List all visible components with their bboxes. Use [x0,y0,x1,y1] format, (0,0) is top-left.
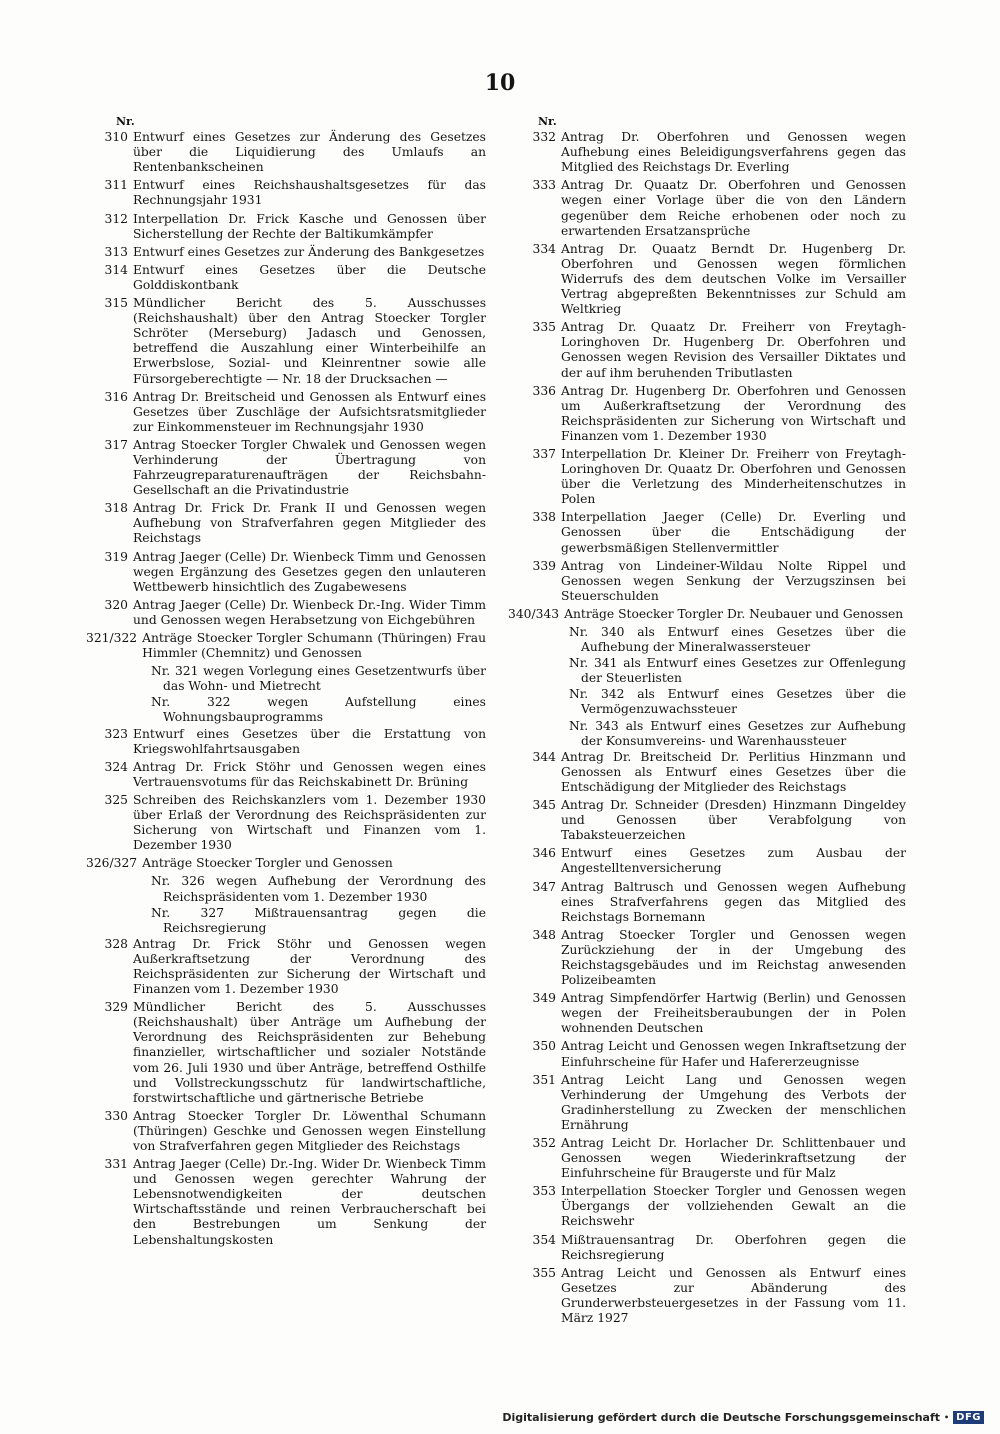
entry-number: 339 [532,558,556,573]
sub-item: Nr. 321 wegen Vorlegung eines Gesetzentwurfs über das Wohn- und Mietrecht [151,664,486,694]
list-item [508,242,906,317]
list-item [508,991,906,1036]
entry-number: 320 [104,597,128,612]
list-item [508,559,906,604]
right-sublist [508,625,906,749]
entry-text: Antrag Jaeger (Celle) Dr. Wienbeck Timm und Genossen wegen Ergänzung des Gesetzes gegen den unlauteren Wettbewerb hinsichtlich des Zugabewesens [133,549,486,594]
list-item [508,510,906,555]
entry-number: 329 [104,1000,128,1015]
entry-text: Entwurf eines Gesetzes zum Ausbau der Angestelltenversicherung [561,846,906,876]
list-item [508,178,906,238]
list-item [86,438,486,498]
right-column [508,114,906,1329]
entry-text: Interpellation Jaeger (Celle) Dr. Everling und Genossen über die Entschädigung der gewerbsmäßigen Stellenvermittler [561,510,906,555]
left-sublist-a [86,664,486,725]
entry-number: 352 [532,1136,556,1150]
entry-text: Anträge Stoecker Torgler Schumann (Thüringen) Frau Himmler (Chemnitz) und Genossen [142,631,486,661]
entry-number: 311 [104,178,128,193]
entry-text: Mündlicher Bericht des 5. Ausschusses (Reichshaushalt) über den Antrag Stoecker Torgler Schröter (Merseburg) Jadasch und Genossen, betreffend die Auszahlung einer Winterbeihilfe an Erwerbslose, Sozial- und Kleinrentner sowie alle Fürsorgeberechtigte — Nr. 18 der Drucksachen — [133,296,486,386]
entry-text: Anträge Stoecker Torgler Dr. Neubauer und Genossen [564,606,904,621]
list-item [508,607,906,622]
footer-text: Digitalisierung gefördert durch die Deutsche Forschungsgemeinschaft [502,1411,941,1424]
entry-number: 351 [532,1072,556,1087]
list-item [86,631,486,661]
list-item [86,856,486,871]
entry-text: Antrag Dr. Oberfohren und Genossen wegen Aufhebung eines Beleidigungsverfahrens gegen das Mitglied des Reichstags Dr. Everling [561,130,906,175]
entry-text: Antrag Dr. Quaatz Dr. Freiherr von Freytagh-Loringhoven Dr. Hugenberg Dr. Oberfohren und Genossen wegen Revision des Versailler Diktates und der auf ihm beruhenden Tributlasten [561,320,906,380]
list-item [86,130,486,175]
entry-text: Entwurf eines Gesetzes zur Änderung des Gesetzes über die Liquidierung des Umlaufs an Rentenbankscheinen [133,130,486,175]
entry-text: Antrag Jaeger (Celle) Dr. Wienbeck Dr.-Ing. Wider Timm und Genossen wegen Herabsetzung von Eichgebühren [133,597,486,627]
sub-item: Nr. 342 als Entwurf eines Gesetzes über die Vermögenzuwachssteuer [569,687,906,717]
entry-text: Interpellation Dr. Kleiner Dr. Freiherr von Freytagh-Loringhoven Dr. Quaatz Dr. Oberfohren und Genossen über die Verletzung des Minderheitenschutzes in Polen [561,446,906,507]
entry-number: 317 [104,437,128,452]
list-item [508,320,906,380]
entry-text: Antrag Dr. Breitscheid Dr. Perlitius Hinzmann und Genossen als Entwurf eines Gesetzes über die Entschädigung der Mitglieder des Reichstags [561,749,906,794]
entry-number: 353 [532,1184,556,1199]
entry-number: 332 [532,130,556,145]
list-item [508,1073,906,1133]
entry-text: Entwurf eines Gesetzes zur Änderung des Bankgesetzes [133,244,485,259]
entry-text: Anträge Stoecker Torgler und Genossen [142,856,393,871]
left-sublist-b [86,874,486,935]
entry-number: 348 [532,927,556,942]
entry-number: 314 [104,262,128,277]
entry-text: Antrag Stoecker Torgler Dr. Löwenthal Schumann (Thüringen) Geschke und Genossen wegen Einstellung von Strafverfahren gegen Mitglieder des Reichstags [133,1108,486,1153]
entry-text: Antrag Dr. Quaatz Dr. Oberfohren und Genossen wegen einer Vorlage über die von den Ländern gegenüber dem Reiche erhobenen oder noch zu erwartenden Ersatzansprüche [561,178,906,238]
list-item [86,550,486,595]
footer-credit [502,1411,984,1424]
entry-text: Schreiben des Reichskanzlers vom 1. Dezember 1930 über Erlaß der Verordnung des Reichspräsidenten zur Sicherung von Wirtschaft und Finanzen vom 1. Dezember 1930 [133,792,486,853]
list-item [508,1266,906,1326]
list-item [86,1000,486,1106]
list-item [508,447,906,507]
list-item [86,793,486,853]
entry-number: 350 [532,1039,556,1054]
entry-text: Entwurf eines Reichshaushaltsgesetzes für das Rechnungsjahr 1931 [133,178,486,208]
list-item [86,178,486,208]
entry-text: Antrag Dr. Frick Stöhr und Genossen wegen eines Vertrauensvotums für das Reichskabinett Dr. Brüning [133,759,486,789]
entry-text: Antrag Leicht Dr. Horlacher Dr. Schlittenbauer und Genossen wegen Wiederinkraftsetzung der Einfuhrscheine für Braugerste und für Malz [561,1136,906,1181]
list-item [86,501,486,546]
dfg-logo-icon: DFG [953,1411,984,1424]
entry-number: 316 [104,389,128,404]
entry-number: 334 [532,241,556,256]
entry-number: 323 [104,726,128,741]
entry-text: Mündlicher Bericht des 5. Ausschusses (Reichshaushalt) über Anträge um Aufhebung der Verordnung des Reichspräsidenten zur Behebung finanzieller, wirtschaftlicher und sozialer Notstände vom 26. Juli 1930 und über Anträge, betreffend Osthilfe und Vollstreckungsschutz für landwirtschaftliche, forstwirtschaftliche und gärtnerische Betriebe [133,1000,486,1105]
entry-number: 319 [104,549,128,564]
entry-text: Antrag Simpfendörfer Hartwig (Berlin) und Genossen wegen der Freiheitsberaubungen der in Polen wohnenden Deutschen [561,991,906,1036]
list-item [86,1109,486,1154]
list-item [86,598,486,628]
entry-number: 344 [532,749,556,764]
list-item [86,937,486,997]
list-item [86,296,486,387]
entry-number: 345 [532,798,556,813]
list-item [508,750,906,795]
list-item [86,760,486,790]
entry-number: 354 [532,1232,556,1247]
list-item [86,390,486,435]
list-item [508,130,906,175]
entry-text: Mißtrauensantrag Dr. Oberfohren gegen die Reichsregierung [561,1232,906,1262]
entry-number: 337 [532,446,556,461]
sub-item: Nr. 340 als Entwurf eines Gesetzes über die Aufhebung der Mineralwassersteuer [569,625,906,655]
entry-number: 331 [104,1157,128,1172]
sub-item: Nr. 343 als Entwurf eines Gesetzes zur Aufhebung der Konsumvereins- und Warenhaussteuer [569,718,906,748]
sub-item: Nr. 327 Mißtrauensantrag gegen die Reichsregierung [151,905,486,935]
entry-number: 324 [104,759,128,774]
nr-column-header: Nr. [538,115,557,128]
list-item [86,727,486,757]
entry-number: 346 [532,846,556,861]
entry-text: Antrag Dr. Schneider (Dresden) Hinzmann Dingeldey und Genossen über Verabfolgung von Tabaksteuerzeichen [561,798,906,843]
list-item [86,263,486,293]
entry-text: Antrag Baltrusch und Genossen wegen Aufhebung eines Strafverfahrens gegen das Mitglied des Reichstags Bornemann [561,879,906,924]
entry-text: Antrag Dr. Frick Stöhr und Genossen wegen Außerkraftsetzung der Verordnung des Reichspräsidenten zur Sicherung der Wirtschaft und Finanzen vom 1. Dezember 1930 [133,936,486,997]
entry-number: 333 [532,178,556,193]
left-column [86,114,486,1251]
list-item [508,880,906,925]
list-item [508,1233,906,1263]
list-item [508,1039,906,1069]
list-item [508,1184,906,1229]
list-item [508,1136,906,1181]
list-item [508,384,906,444]
entry-number: 355 [532,1265,556,1280]
sub-item: Nr. 341 als Entwurf eines Gesetzes zur Offenlegung der Steuerlisten [569,656,906,686]
right-entry-list-2 [508,750,906,1326]
entry-text: Antrag Leicht Lang und Genossen wegen Verhinderung der Umgehung des Verbots der Gradinherstellung zu Zwecken der menschlichen Ernährung [561,1072,906,1132]
entry-number: 328 [104,936,128,951]
list-item [508,928,906,988]
entry-number: 321/322 [86,631,138,645]
entry-number: 349 [532,991,556,1006]
list-item [508,798,906,843]
entry-text: Interpellation Stoecker Torgler und Genossen wegen Übergangs der vollziehenden Gewalt an die Reichswehr [561,1184,906,1229]
entry-number: 325 [104,792,128,807]
entry-number: 347 [532,879,556,894]
entry-text: Antrag Leicht und Genossen wegen Inkraftsetzung der Einfuhrscheine für Hafer und Hafererzeugnisse [561,1039,906,1069]
entry-number: 338 [532,510,556,525]
entry-text: Entwurf eines Gesetzes über die Deutsche Golddiskontbank [133,262,486,292]
sub-item: Nr. 322 wegen Aufstellung eines Wohnungsbauprogramms [151,695,486,725]
entry-text: Antrag von Lindeiner-Wildau Nolte Rippel und Genossen wegen Senkung der Verzugszinsen bei Steuerschulden [561,558,906,603]
sub-item: Nr. 326 wegen Aufhebung der Verordnung des Reichspräsidenten vom 1. Dezember 1930 [151,874,486,904]
entry-number: 340/343 [508,606,560,621]
entry-text: Interpellation Dr. Frick Kasche und Genossen über Sicherstellung der Rechte der Baltikumkämpfer [133,211,486,241]
list-item [86,1157,486,1248]
right-entry-list [508,130,906,622]
entry-number: 313 [104,244,128,259]
page-number: 10 [484,70,516,96]
entry-number: 318 [104,501,128,516]
list-item [508,846,906,876]
entry-number: 315 [104,296,128,311]
entry-number: 312 [104,211,128,226]
entry-number: 326/327 [86,856,138,871]
entry-text: Entwurf eines Gesetzes über die Erstattung von Kriegswohlfahrtsausgaben [133,726,486,756]
nr-column-header: Nr. [116,115,135,128]
entry-text: Antrag Dr. Frick Dr. Frank II und Genossen wegen Aufhebung von Strafverfahren gegen Mitglieder des Reichstags [133,501,486,546]
entry-text: Antrag Dr. Hugenberg Dr. Oberfohren und Genossen um Außerkraftsetzung der Verordnung des Reichspräsidenten zur Sicherung von Wirtschaft und Finanzen vom 1. Dezember 1930 [561,383,906,443]
entry-number: 335 [532,320,556,335]
left-entry-list-3 [86,937,486,1248]
entry-text: Antrag Leicht und Genossen als Entwurf eines Gesetzes zur Abänderung des Grunderwerbsteuergesetzes in der Fassung vom 11. März 1927 [561,1265,906,1326]
left-entry-list [86,130,486,661]
entry-text: Antrag Dr. Quaatz Berndt Dr. Hugenberg Dr. Oberfohren und Genossen wegen förmlichen Widerrufs des dem deutschen Volke im Versailler Vertrag abgepreßten Bekenntnisses zur Schuld am Weltkrieg [561,241,906,317]
entry-text: Antrag Stoecker Torgler Chwalek und Genossen wegen Verhinderung der Übertragung von Fahrzeugreparaturenaufträgen der Reichsbahn-Gesellschaft an die Privatindustrie [133,437,486,498]
entry-number: 330 [104,1108,128,1123]
entry-text: Antrag Jaeger (Celle) Dr.-Ing. Wider Dr. Wienbeck Timm und Genossen wegen gerechter Wahrung der Lebensnotwendigkeiten der deutschen Wirtschaftsstände und reinen Verbraucherschaft bei den Bestrebungen um Senkung der Lebenshaltungskosten [133,1157,486,1247]
left-entry-list-2 [86,727,486,872]
list-item [86,212,486,242]
entry-number: 336 [532,383,556,398]
entry-text: Antrag Dr. Breitscheid und Genossen als Entwurf eines Gesetzes über Zuschläge der Aufsichtsratsmitglieder zur Einkommensteuer im Rechnungsjahr 1930 [133,389,486,434]
list-item [86,245,486,260]
footer-separator: • [944,1413,950,1422]
entry-text: Antrag Stoecker Torgler und Genossen wegen Zurückziehung der in der Umgebung des Reichstagsgebäudes und im Reichstag anwesenden Polizeibeamten [561,927,906,988]
entry-number: 310 [104,130,128,145]
